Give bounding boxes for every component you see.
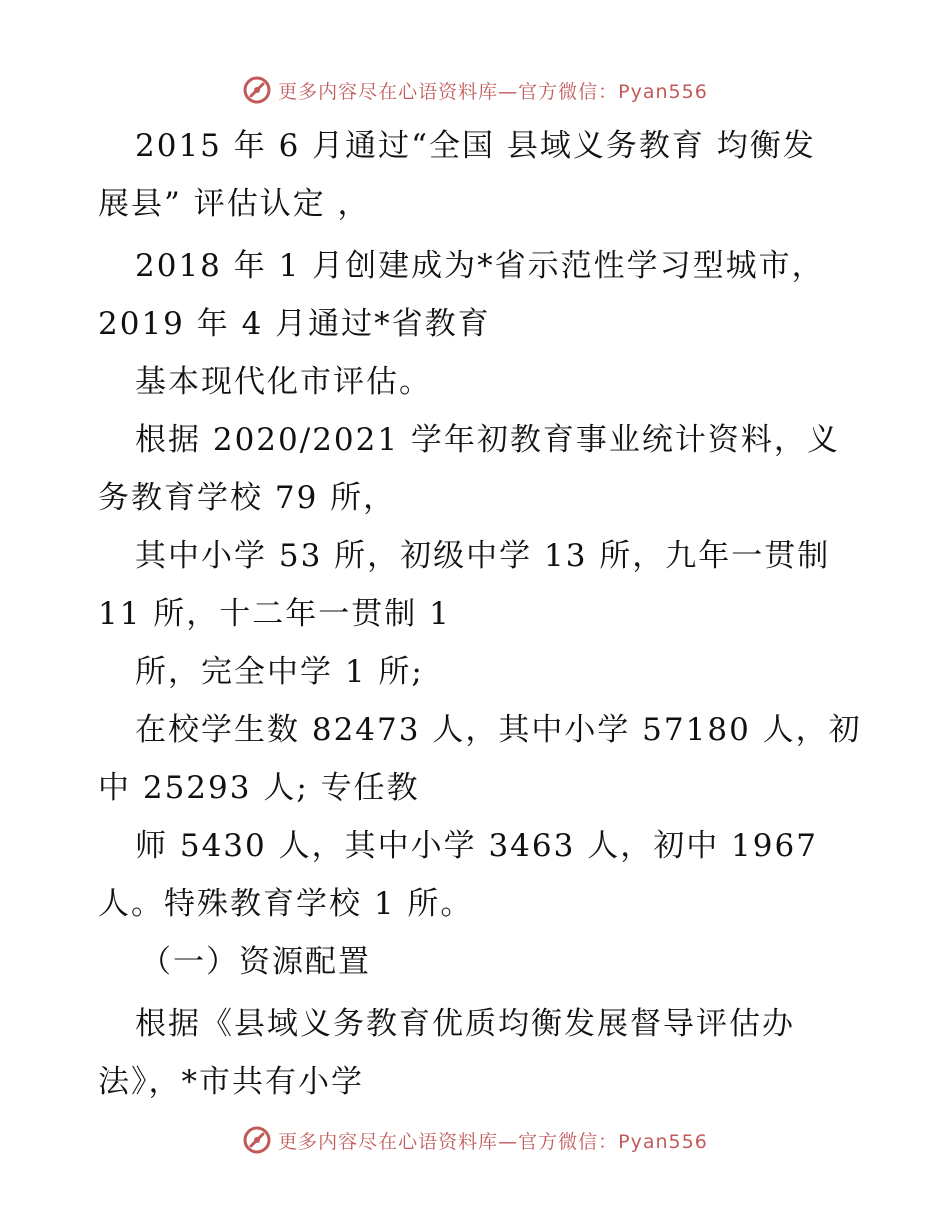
paragraph-line: 基本现代化市评估。 (135, 364, 432, 400)
paragraph-line: 其中小学 53 所，初级中学 13 所，九年一贯制 (135, 538, 831, 574)
paragraph-line: 人。特殊教育学校 1 所。 (98, 886, 474, 922)
watermark-text (278, 1127, 708, 1154)
paragraph-line: 2015 年 6 月通过“全国 县域义务教育 均衡发 (135, 128, 816, 164)
paragraph-line: 2018 年 1 月创建成为*省示范性学习型城市， (135, 248, 825, 284)
paragraph-line: 务教育学校 79 所， (98, 480, 397, 516)
logo-icon (242, 1125, 272, 1155)
paragraph-line: 根据《县域义务教育优质均衡发展督导评估办 (135, 1006, 795, 1042)
paragraph-line: 2019 年 4 月通过*省教育 (98, 306, 491, 342)
paragraph-line: 11 所，十二年一贯制 1 (98, 596, 451, 632)
paragraph-line: 展县” 评估认定 ， (98, 186, 371, 222)
paragraph-line: 师 5430 人，其中小学 3463 人，初中 1967 (135, 828, 818, 864)
watermark-wechat-id: Pyan556 (618, 80, 708, 103)
watermark-banner-top (0, 70, 950, 110)
paragraph-line: 所，完全中学 1 所; (135, 654, 424, 690)
logo-icon (242, 75, 272, 105)
paragraph-line: 根据 2020/2021 学年初教育事业统计资料，义 (135, 422, 840, 458)
watermark-label: 更多内容尽在心语资料库—官方微信： (278, 80, 619, 103)
watermark-wechat-id: Pyan556 (618, 1130, 708, 1153)
section-heading: （一）资源配置 (140, 944, 371, 980)
watermark-label: 更多内容尽在心语资料库—官方微信： (278, 1130, 619, 1153)
paragraph-line: 法》，*市共有小学 (98, 1064, 364, 1100)
paragraph-line: 在校学生数 82473 人，其中小学 57180 人，初 (135, 712, 862, 748)
paragraph-line: 中 25293 人; 专任教 (98, 770, 420, 806)
watermark-text (278, 77, 708, 104)
watermark-banner-bottom (0, 1120, 950, 1160)
